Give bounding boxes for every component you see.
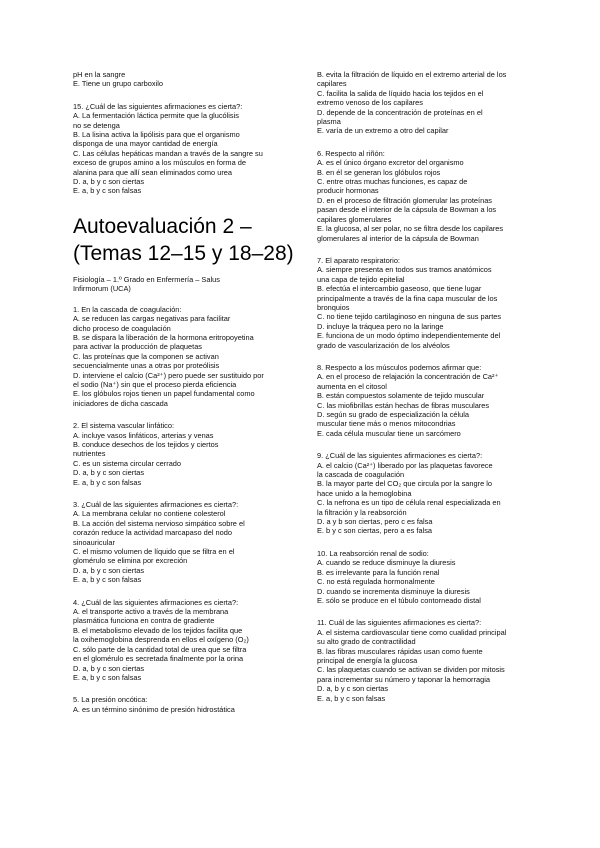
question-line: D. cuando se incrementa disminuye la diuresis bbox=[317, 586, 470, 596]
question-line: C. es un sistema circular cerrado bbox=[73, 458, 182, 468]
questions-left bbox=[73, 305, 297, 714]
question-line: sinoauricular bbox=[73, 537, 115, 547]
title-line-1: Autoevaluación 2 – bbox=[73, 214, 252, 238]
question-line: producir hormonas bbox=[317, 186, 379, 196]
question-line: D. en el proceso de filtración glomerular las proteínas bbox=[317, 195, 493, 205]
question-15-line: disponga de una mayor cantidad de energía bbox=[73, 139, 218, 149]
question-line: 2. El sistema vascular linfático: bbox=[73, 421, 175, 431]
question-line: D. interviene el calcio (Ca²⁺) pero puede ser sustituido por bbox=[73, 370, 264, 380]
question-line: E. varía de un extremo a otro del capilar bbox=[317, 126, 449, 136]
question-15-line: no se detenga bbox=[73, 120, 120, 130]
question-line: D. según su grado de especialización la célula bbox=[317, 410, 470, 419]
question-block bbox=[73, 421, 297, 487]
question-line: 11. Cuál de las siguientes afirmaciones es cierta?: bbox=[317, 618, 482, 628]
question-15-line: 15. ¿Cuál de las siguientes afirmaciones es cierta?: bbox=[73, 101, 243, 111]
question-line: C. la nefrona es un tipo de célula renal especializada en bbox=[317, 498, 501, 508]
question-block bbox=[73, 305, 297, 408]
question-15-line: B. La lisina activa la lipólisis para que el organismo bbox=[73, 130, 240, 140]
question-line: principalmente a través de la fina capa muscular de los bbox=[317, 293, 498, 303]
question-15-line: C. Las células hepáticas mandan a través de la sangre su bbox=[73, 148, 263, 158]
question-block bbox=[317, 149, 539, 243]
question-line: D. a, b y c son ciertas bbox=[73, 468, 145, 478]
question-line: C. sólo parte de la cantidad total de urea que se filtra bbox=[73, 644, 247, 654]
question-block bbox=[317, 451, 539, 536]
question-line: B. conduce desechos de los tejidos y ciertos bbox=[73, 439, 219, 449]
question-line: A. siempre presenta en todos sus tramos anatómicos bbox=[317, 265, 492, 275]
question-line: B. están compuestos solamente de tejido muscular bbox=[317, 391, 485, 401]
question-line: glomérulo se elimina por excreción bbox=[73, 556, 188, 566]
question-line: su alto grado de contractilidad bbox=[317, 637, 416, 647]
question-line: A. se reducen las cargas negativas para facilitar bbox=[73, 314, 231, 324]
question-line: glomerulares al interior de la cápsula de Bowman bbox=[317, 233, 479, 243]
question-line: E. a, b y c son falsas bbox=[317, 693, 386, 703]
question-block bbox=[73, 500, 297, 585]
question-line: 5. La presión oncótica: bbox=[73, 695, 148, 705]
question-line: D. a y b son ciertas, pero c es falsa bbox=[317, 517, 433, 527]
course-subtitle bbox=[73, 275, 297, 294]
question-line: el sodio (Na⁺) sin que el proceso pierda eficiencia bbox=[73, 379, 237, 389]
question-line: iniciadores de dicha cascada bbox=[73, 398, 168, 408]
subtitle-line-1: Fisiología – 1.º Grado en Enfermería – Salus bbox=[73, 274, 220, 284]
question-line: A. es el único órgano excretor del organismo bbox=[317, 158, 464, 168]
question-line: D. a, b y c son ciertas bbox=[317, 684, 389, 694]
question-15-line: E. a, b y c son falsas bbox=[73, 186, 142, 196]
question-line: E. a, b y c son falsas bbox=[73, 477, 142, 487]
question-line: A. incluye vasos linfáticos, arterias y venas bbox=[73, 430, 214, 440]
question-15-line: exceso de grupos amino a los músculos en forma de bbox=[73, 158, 246, 168]
question-line: bronquios bbox=[317, 302, 350, 312]
question-line: B. La acción del sistema nervioso simpático sobre el bbox=[73, 518, 245, 528]
question-line: pasan desde el interior de la cápsula de Bowman a los bbox=[317, 205, 497, 215]
question-line: C. no está regulada hormonalmente bbox=[317, 577, 435, 587]
title-line-2: (Temas 12–15 y 18–28) bbox=[73, 241, 294, 265]
question-line: C. las miofibrillas están hechas de fibras musculares bbox=[317, 400, 490, 410]
question-line: capilares bbox=[317, 79, 347, 89]
question-line: B. en él se generan los glóbulos rojos bbox=[317, 167, 441, 177]
question-line: E. sólo se produce en el túbulo contorneado distal bbox=[317, 595, 481, 605]
question-line: E. la glucosa, al ser polar, no se filtra desde los capilares bbox=[317, 224, 504, 234]
question-block bbox=[317, 549, 539, 605]
question-line: 4. ¿Cuál de las siguientes afirmaciones es cierta?: bbox=[73, 597, 239, 607]
question-line: A. el sistema cardiovascular tiene como cualidad principal bbox=[317, 627, 507, 637]
question-line: 8. Respecto a los músculos podemos afirmar que: bbox=[317, 362, 482, 372]
question-line: C. las proteínas que la componen se activan bbox=[73, 351, 219, 361]
question-line: D. a, b y c son ciertas bbox=[73, 565, 145, 575]
question-line: la filtración y la reabsorción bbox=[317, 507, 407, 517]
question-line: 7. El aparato respiratorio: bbox=[317, 255, 400, 265]
previous-question-line: E. Tiene un grupo carboxilo bbox=[73, 79, 163, 89]
question-line: B. es irrelevante para la función renal bbox=[317, 567, 440, 577]
subtitle-line-2: Infirmorum (UCA) bbox=[73, 284, 131, 294]
question-line: para activar la producción de plaquetas bbox=[73, 342, 203, 352]
question-line: la oxihemoglobina desprenda en ellos el oxígeno (O₂) bbox=[73, 635, 249, 645]
question-line: B. la mayor parte del CO₂ que circula por la sangre lo bbox=[317, 479, 492, 489]
question-line: A. en el proceso de relajación la concentración de Ca²⁺ bbox=[317, 372, 499, 382]
question-line: B. las fibras musculares rápidas usan como fuente bbox=[317, 646, 483, 656]
question-line: C. no tiene tejido cartilaginoso en ninguna de sus partes bbox=[317, 312, 502, 322]
question-line: la cascada de coagulación bbox=[317, 470, 405, 480]
question-line: 3. ¿Cuál de las siguientes afirmaciones es cierta?: bbox=[73, 500, 239, 509]
question-line: C. entre otras muchas funciones, es capaz de bbox=[317, 177, 468, 187]
question-line: E. cada célula muscular tiene un sarcómero bbox=[317, 428, 461, 438]
question-line: D. incluye la tráquea pero no la laringe bbox=[317, 321, 444, 331]
previous-question-tail bbox=[73, 70, 297, 89]
question-line: B. se dispara la liberación de la hormona eritropoyetina bbox=[73, 332, 254, 342]
question-line: plasmática funciona en contra de gradiente bbox=[73, 616, 215, 626]
question-line: C. el mismo volumen de líquido que se filtra en el bbox=[73, 547, 235, 557]
question-line: 9. ¿Cuál de las siguientes afirmaciones es cierta?: bbox=[317, 451, 483, 461]
question-15 bbox=[73, 102, 297, 196]
question-line: 6. Respecto al riñón: bbox=[317, 148, 385, 158]
right-column bbox=[317, 70, 539, 716]
question-line: B. evita la filtración de líquido en el extremo arterial de los bbox=[317, 70, 507, 79]
questions-right bbox=[317, 70, 539, 703]
question-line: una capa de tejido epitelial bbox=[317, 274, 405, 284]
question-block bbox=[73, 598, 297, 683]
question-line: E. a, b y c son falsas bbox=[73, 672, 142, 682]
question-line: en el glomérulo es secretada finalmente por la orina bbox=[73, 654, 244, 664]
question-line: corazón reduce la actividad marcapaso del nodo bbox=[73, 528, 232, 538]
question-line: extremo venoso de los capilares bbox=[317, 98, 423, 108]
question-line: E. a, b y c son falsas bbox=[73, 575, 142, 585]
question-line: E. los glóbulos rojos tienen un papel fundamental como bbox=[73, 389, 255, 399]
question-block bbox=[317, 618, 539, 703]
question-line: A. es un término sinónimo de presión hidrostática bbox=[73, 704, 235, 714]
question-line: muscular tiene más o menos mitocondrias bbox=[317, 419, 456, 429]
question-block bbox=[317, 363, 539, 438]
question-line: A. La membrana celular no contiene colesterol bbox=[73, 509, 226, 519]
question-line: A. cuando se reduce disminuye la diuresis bbox=[317, 558, 456, 568]
question-line: para incrementar su número y taponar la hemorragia bbox=[317, 674, 490, 684]
question-line: grado de vascularización de los alvéolos bbox=[317, 340, 450, 350]
question-line: A. el calcio (Ca²⁺) liberado por las plaquetas favorece bbox=[317, 460, 493, 470]
question-line: E. b y c son ciertas, pero a es falsa bbox=[317, 526, 433, 536]
question-block bbox=[73, 695, 297, 714]
question-15-line: alanina para que allí sean eliminados como urea bbox=[73, 167, 232, 177]
question-line: 10. La reabsorción renal de sodio: bbox=[317, 548, 429, 558]
question-line: dicho proceso de coagulación bbox=[73, 323, 171, 333]
page-title bbox=[73, 213, 297, 267]
question-block bbox=[317, 70, 539, 136]
question-line: aumenta en el citosol bbox=[317, 381, 387, 391]
question-line: C. las plaquetas cuando se activan se dividen por mitosis bbox=[317, 665, 505, 675]
question-line: B. efectúa el intercambio gaseoso, que tiene lugar bbox=[317, 284, 482, 294]
question-line: D. depende de la concentración de proteínas en el bbox=[317, 107, 483, 117]
question-line: nutrientes bbox=[73, 449, 106, 459]
question-line: principal de energía la glucosa bbox=[317, 655, 418, 665]
question-15-line: D. a, b y c son ciertas bbox=[73, 177, 145, 187]
left-column bbox=[73, 70, 297, 727]
previous-question-line: pH en la sangre bbox=[73, 70, 126, 79]
question-15-line: A. La fermentación láctica permite que la glucólisis bbox=[73, 111, 239, 121]
question-line: secuencialmente unas a otras por proteólisis bbox=[73, 361, 220, 371]
question-line: B. el metabolismo elevado de los tejidos facilita que bbox=[73, 625, 243, 635]
question-line: capilares glomerulares bbox=[317, 214, 392, 224]
question-line: D. a, b y c son ciertas bbox=[73, 663, 145, 673]
question-line: C. facilita la salida de líquido hacia los tejidos en el bbox=[317, 88, 484, 98]
question-line: A. el transporte activo a través de la membrana bbox=[73, 607, 229, 617]
question-line: plasma bbox=[317, 117, 341, 127]
question-block bbox=[317, 256, 539, 350]
question-line: hace unido a la hemoglobina bbox=[317, 488, 412, 498]
question-line: E. funciona de un modo óptimo independientemente del bbox=[317, 331, 501, 341]
question-line: 1. En la cascada de coagulación: bbox=[73, 304, 182, 314]
